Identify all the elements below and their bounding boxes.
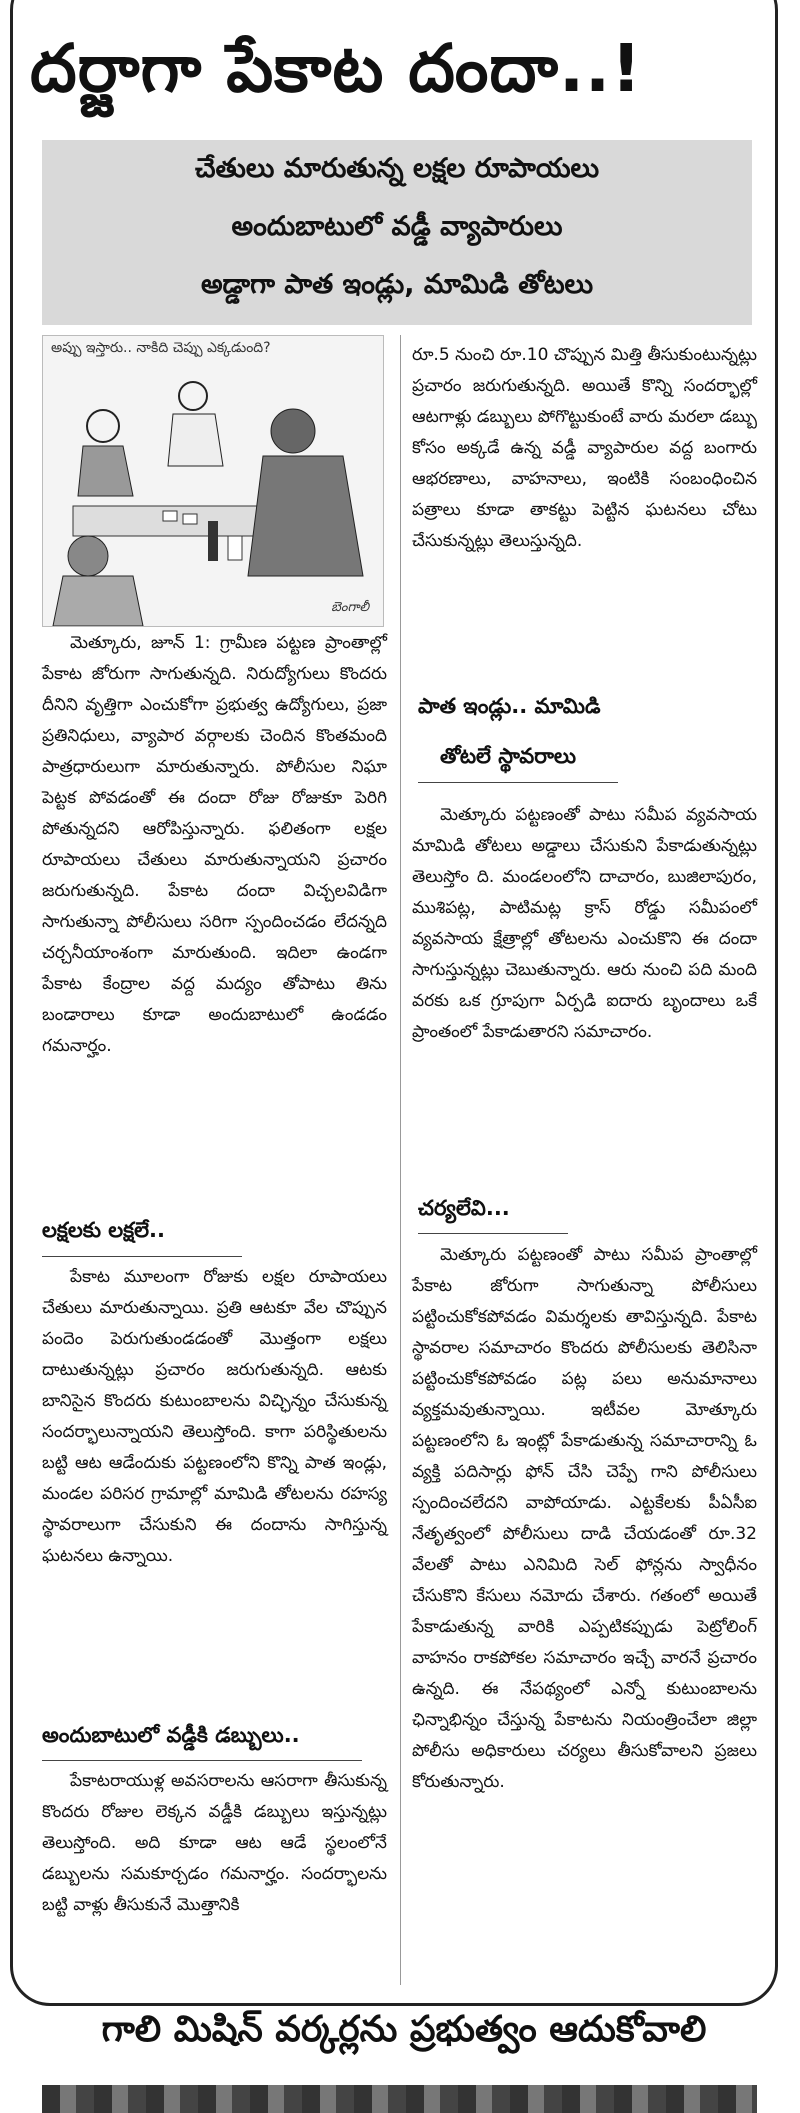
subheading-charyalevi: చర్యలేవి... bbox=[418, 1196, 510, 1220]
paragraph: మెత్కూరు, జూన్ 1: గ్రామీణ పట్టణ ప్రాంతాల్లో పేకాట జోరుగా సాగుతున్నది. నిరుద్యోగులు కొందరు దీనిని వృత్తిగా ఎంచుకోగా ప్రభుత్వ ఉద్యోగులు, ప్రజా ప్రతినిధులు, వ్యాపార వర్గాలకు చెందిన కొంతమంది పాత్రధారులుగా మారుతున్నారు. పోలీసుల నిఘా పెట్టక పోవడంతో ఈ దందా రోజు రోజుకూ పెరిగి పోతున్నదని ఆరోపిస్తున్నారు. ఫలితంగా లక్షల రూపాయలు చేతులు మారుతున్నాయని ప్రచారం జరుగుతున్నది. పేకాట దందా విచ్చలవిడిగా సాగుతున్నా పోలీసులు సరిగా స్పందించడం లేదన్నది చర్చనీయాంశంగా మారుతుంది. ఇదిలా ఉండగా పేకాట కేంద్రాల వద్ద మద్యం తోపాటు తిను బండారాలు కూడా అందుబాటులో ఉండడం గమనార్హం. bbox=[42, 633, 387, 1056]
left-column-p1 bbox=[42, 628, 387, 1062]
cartoon-signature: బెంగాలీ bbox=[331, 600, 369, 615]
subheading-rule bbox=[418, 1233, 568, 1234]
next-article-image bbox=[42, 2085, 757, 2113]
right-column-p3 bbox=[412, 1240, 757, 1798]
paragraph: పేకాటరాయుళ్ల అవసరాలను ఆసరాగా తీసుకున్న కొందరు రోజుల లెక్కన వడ్డీకి డబ్బులు ఇస్తున్నట్లు తెలుస్తోంది. అది కూడా ఆట ఆడే స్థలంలోనే డబ్బులను సమకూర్చడం గమనార్హం. సందర్భాలను బట్టి వాళ్లు తీసుకునే మొత్తానికి bbox=[42, 1771, 387, 1915]
subheadline-box bbox=[42, 140, 752, 325]
paragraph: మెత్కూరు పట్టణంతో పాటు సమీప ప్రాంతాల్లో పేకాట జోరుగా సాగుతున్నా పోలీసులు పట్టించుకోకపోవడం విమర్శలకు తావిస్తున్నది. పేకాట స్థావరాల సమాచారం కొందరు పోలీసులకు తెలిసినా పట్టించుకోకపోవడం పట్ల పలు అనుమానాలు వ్యక్తమవుతున్నాయి. ఇటీవల మోత్కూరు పట్టణంలోని ఓ ఇంట్లో పేకాడుతున్న సమాచారాన్ని ఓ వ్యక్తి పదిసార్లు ఫోన్ చేసి చెప్పే గాని పోలీసులు స్పందించలేదని వాపోయాడు. ఎట్టకేలకు పీఏసీఐ నేతృత్వంలో పోలీసులు దాడి చేయడంతో రూ.32 వేలతో పాటు ఎనిమిది సెల్ ఫోన్లను స్వాధీనం చేసుకొని కేసులు నమోదు చేశారు. గతంలో అయితే పేకాడుతున్న వారికి ఎప్పటికప్పుడు పెట్రోలింగ్ వాహనం రాకపోకల సమాచారం ఇచ్చే వారనే ప్రచారం ఉన్నది. ఈ నేపథ్యంలో ఎన్నో కుటుంబాలను ఛిన్నాభిన్నం చేస్తున్న పేకాటను నియంత్రించేలా జిల్లా పోలీసు అధికారులు చర్యలు తీసుకోవాలని ప్రజలు కోరుతున్నారు. bbox=[412, 1245, 757, 1792]
subheading-sthavaralu: తోటలే స్థావరాలు bbox=[440, 744, 577, 768]
paragraph: పేకాట మూలంగా రోజుకు లక్షల రూపాయలు చేతులు మారుతున్నాయి. ప్రతి ఆటకూ వేల చొప్పున పందెం పెరుగుతుండడంతో మొత్తంగా లక్షలు దాటుతున్నట్లు ప్రచారం జరుగుతున్నది. ఆటకు బానిసైన కొందరు కుటుంబాలను విచ్ఛిన్నం చేసుకున్న సందర్భాలున్నాయని తెలుస్తోంది. కాగా పరిస్థితులను బట్టి ఆట ఆడేందుకు పట్టణంలోని కొన్ని పాత ఇండ్లు, మండల పరిసర గ్రామాల్లో మామిడి తోటలను రహస్య స్థావరాలుగా చేసుకుని ఈ దందాను సాగిస్తున్న ఘటనలు ఉన్నాయి. bbox=[42, 1267, 387, 1566]
subheading-rule bbox=[42, 1256, 242, 1257]
subheading-vaddi: అందుబాటులో వడ్డీకి డబ్బులు.. bbox=[42, 1723, 300, 1747]
column-divider bbox=[400, 335, 401, 1985]
subheading-rule bbox=[418, 782, 618, 783]
subheading-lakshalu: లక్షలకు లక్షలే.. bbox=[42, 1218, 165, 1242]
paragraph: మెత్కూరు పట్టణంతో పాటు సమీప వ్యవసాయ మామిడి తోటలు అడ్డాలు చేసుకుని పేకాడుతున్నట్లు తెలుస్తోం ది. మండలంలోని దాచారం, బుజిలాపురం, ముశిపట్ల, పాటిమట్ల క్రాస్ రోడ్డు సమీపంలో వ్యవసాయ క్షేత్రాల్లో తోటలను ఎంచుకొని ఈ దందా సాగుస్తున్నట్లు చెబుతున్నారు. ఆరు నుంచి పది మంది వరకు ఒక గ్రూపుగా ఏర్పడి ఐదారు బృందాలు ఒకే ప్రాంతంలో పేకాడుతారని సమాచారం. bbox=[412, 805, 757, 1042]
cartoon-image bbox=[42, 335, 384, 627]
cartoon-drawing bbox=[43, 336, 383, 626]
left-column-p2 bbox=[42, 1262, 387, 1572]
headline: దర్జాగా పేకాట దందా..! bbox=[30, 30, 643, 107]
subheading-patha-indlu: పాత ఇండ్లు.. మామిడి bbox=[418, 694, 601, 718]
subheadline-2: అందుబాటులో వడ్డీ వ్యాపారులు bbox=[231, 211, 563, 242]
subheadline-3: అడ్డాగా పాత ఇండ్లు, మామిడి తోటలు bbox=[200, 269, 594, 300]
cartoon-caption: అప్పు ఇస్తారు.. నాకిది చెప్పు ఎక్కడుంది? bbox=[51, 340, 271, 356]
paragraph: రూ.5 నుంచి రూ.10 చొప్పున మిత్తి తీసుకుంటున్నట్లు ప్రచారం జరుగుతున్నది. అయితే కొన్ని సందర్భాల్లో ఆటగాళ్లు డబ్బులు పోగొట్టుకుంటే వారు మరలా డబ్బు కోసం అక్కడే ఉన్న వడ్డీ వ్యాపారుల వద్ద బంగారు ఆభరణాలు, వాహనాలు, ఇంటికి సంబంధించిన పత్రాలు కూడా తాకట్టు పెట్టిన ఘటనలు చోటు చేసుకున్నట్లు తెలుస్తున్నది. bbox=[412, 345, 757, 551]
right-column-p1 bbox=[412, 340, 757, 557]
next-article-headline: గాలి మిషిన్ వర్కర్లను ప్రభుత్వం ఆదుకోవాలి bbox=[101, 2009, 707, 2050]
subheadline-1: చేతులు మారుతున్న లక్షల రూపాయలు bbox=[194, 153, 600, 184]
left-column-p3 bbox=[42, 1766, 387, 1921]
subheading-rule bbox=[42, 1760, 362, 1761]
right-column-p2 bbox=[412, 800, 757, 1048]
